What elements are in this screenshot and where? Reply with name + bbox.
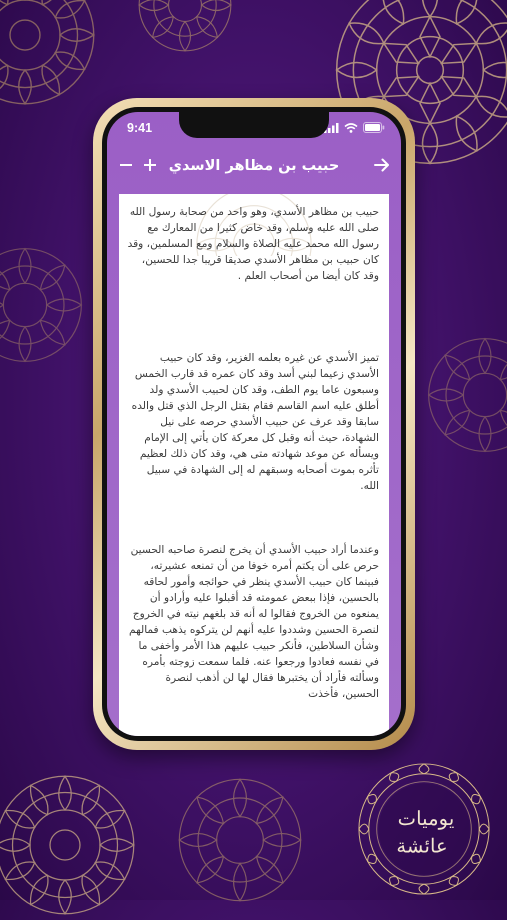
wifi-icon (344, 123, 358, 133)
svg-text:عائشة: عائشة (396, 834, 448, 858)
status-icons (324, 122, 385, 133)
app-logo-seal (355, 760, 493, 898)
phone-notch (179, 112, 329, 138)
mandala-ornament-top-left (0, 0, 100, 110)
mandala-ornament-top-center (130, 0, 240, 60)
back-button[interactable] (369, 152, 395, 178)
status-time: 9:41 (127, 121, 153, 135)
app-screen (107, 112, 401, 736)
battery-icon (363, 122, 385, 133)
mandala-ornament-bottom-left (0, 770, 140, 920)
phone-frame (93, 98, 415, 750)
page-title: حبيب بن مظاهر الاسدي (168, 158, 340, 174)
plus-icon (143, 158, 157, 172)
arrow-right-icon (374, 158, 390, 172)
mandala-ornament-bottom-center (170, 770, 310, 910)
article-paragraph: وعندما أراد حبيب الأسدي أن يخرج لنصرة صاحبه الحسين حرص على أن يكتم أمره خوفا من أن تمنعه عشيرته، فبينما كان حبيب الأسدي ينظر في حوائجه وأمور لحاقه بالحسين، فإذا ببعض عمومته قد أقبلوا عليه وأرادو أن يمنعوه من الخروج فقالوا له أنه قد بلغهم نيته في الخروج لنصرة الحسين وشددوا عليه أنهم لن يتركوه يذهب فمالهم وشأن السلاطين، فأنكر حبيب عليهم هذا الأمر وأخفى ما في نفسه فعادوا ورجعوا عنه. فلما سمعت زوجته بأمره وسألته فأراد أن يختبرها فقال لها لن أذهب لنصرة الحسين، فأخذت (129, 544, 379, 700)
article-card (119, 194, 389, 736)
phone-bezel (102, 107, 406, 741)
decrease-font-button[interactable] (113, 152, 139, 178)
mandala-ornament-mid-left (0, 240, 90, 370)
mandala-ornament-mid-right (420, 330, 507, 460)
article-paragraph: حبيب بن مظاهر الأسدي، وهو واحد من صحابة رسول الله صلى الله عليه وسلم، وقد خاض كثيرا من المعارك مع رسول الله محمد عليه الصلاة والسلام ومع المسلمين، وقد كان حبيب بن مظاهر الأسدي صديقا قريبا جدا للحسين، وقد كان أيضا من أصحاب العلم . (127, 206, 379, 282)
article-paragraph: تميز الأسدي عن غيره بعلمه الغزير، وقد كان حبيب الأسدي زعيما لبني أسد وقد كان عمره قد قارب الخمس وسبعون عاما يوم الطف، وقد كان لحبيب الأسدي ولد أطلق عليه اسم القاسم فقام بقتل الرجل الذي قتل والده سابقا وقد عرف عن حبيب الأسدي حرصه على نيل الشهادة، حيث أنه وقبل كل معركة كان يأتي إلى الإمام ويسأله عن موعد شهادته متى هي، وقد كان ذلك لعظيم تأثره بموت أصحابه وسبقهم له إلى الشهادة في سبيل الله. (131, 352, 379, 492)
svg-text:يوميات: يوميات (397, 807, 455, 831)
minus-icon (119, 158, 133, 172)
increase-font-button[interactable] (137, 152, 163, 178)
app-bar (107, 146, 401, 186)
article-body (127, 204, 379, 702)
